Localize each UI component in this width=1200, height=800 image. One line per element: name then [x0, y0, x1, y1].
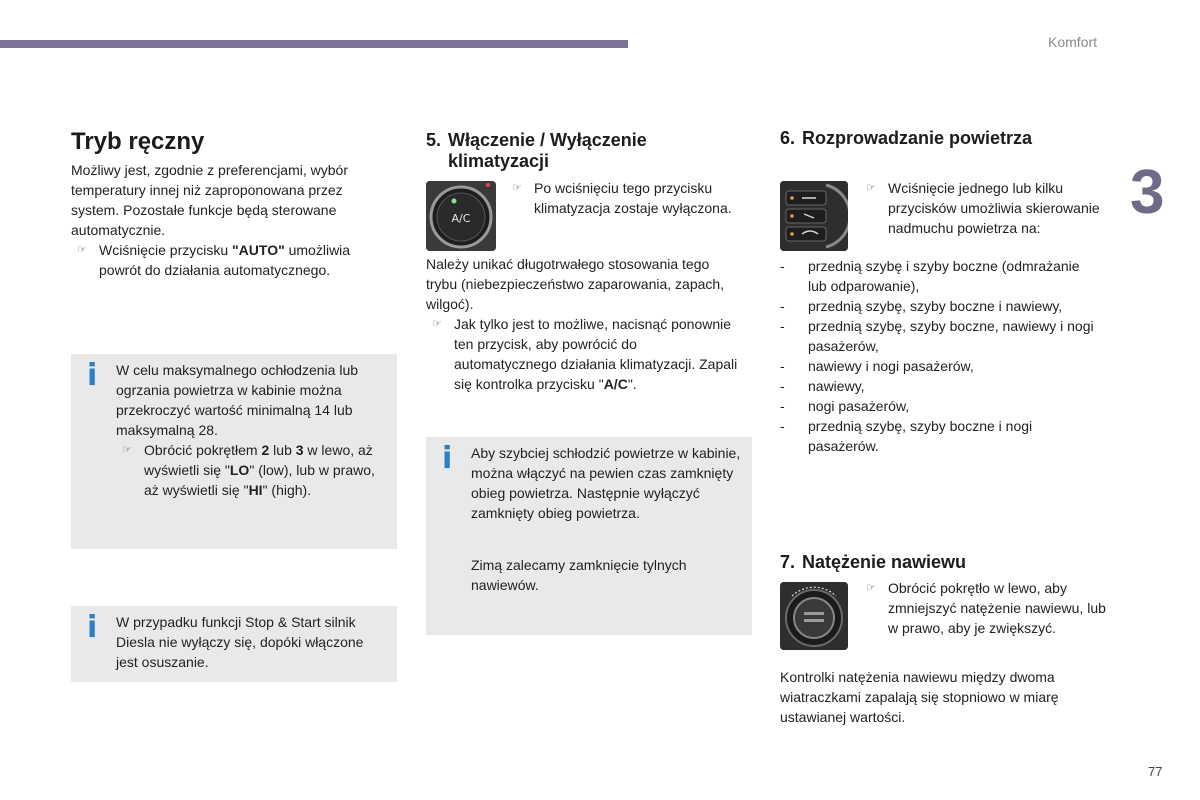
header-bar — [0, 40, 628, 48]
pointing-hand-icon: ☞ — [432, 318, 442, 330]
column-manual-mode — [71, 128, 391, 280]
list-item: - nogi pasażerów, — [780, 398, 910, 414]
pointing-hand-icon: ☞ — [866, 182, 876, 194]
pointing-hand-icon: ☞ — [866, 582, 876, 594]
fan-speed-bullet: ☞ Obrócić pokrętło w lewo, aby zmniejszyć natężenie nawiewu, lub w prawo, aby je zwiększyć. — [866, 580, 1106, 636]
info-box-recirculation: i Aby szybciej schłodzić powietrze w kabinie, można włączyć na pewien czas zamknięty obieg powietrza. Następnie wyłączyć zamknięty obieg powietrza. Zimą zalecamy zamknięcie tylnych nawiewów. — [426, 437, 752, 635]
ac-bullet-off: ☞ Po wciśnięciu tego przycisku klimatyzacja zostaje wyłączona. — [512, 180, 732, 216]
list-item: - przednią szybę, szyby boczne, nawiewy i nogi pasażerów, — [780, 318, 1094, 354]
heading-air-distribution: 6. Rozprowadzanie powietrza — [780, 128, 1033, 148]
air-distribution-bullet: ☞ Wciśnięcie jednego lub kilku przycisków umożliwia skierowanie nadmuchu powietrza na: — [866, 180, 1100, 236]
air-distribution-photo — [780, 181, 848, 251]
fan-dial-photo — [780, 582, 848, 650]
pointing-hand-icon: ☞ — [512, 182, 522, 194]
info-icon: i — [87, 610, 98, 645]
heading-manual-mode: Tryb ręczny — [71, 128, 205, 155]
heading-fan-speed: 7. Natężenie nawiewu — [780, 552, 967, 572]
pointing-hand-icon: ☞ — [77, 244, 87, 256]
bullet-auto: ☞ Wciśnięcie przycisku "AUTO" umożliwia powrót do działania automatycznego. — [77, 242, 351, 278]
list-item: - przednią szybę i szyby boczne (odmrażanie lub odparowanie), — [780, 258, 1080, 294]
page-number: 77 — [1148, 764, 1163, 779]
info-icon: i — [442, 441, 453, 476]
info-box-stop-start: i W przypadku funkcji Stop & Start silnik Diesla nie wyłączy się, dopóki włączone jest osuszanie. — [71, 606, 397, 682]
bullet-temperature-dial: ☞ Obrócić pokrętłem 2 lub 3 w lewo, aż wyświetli się "LO" (low), lub w prawo, aż wyświetli się "HI" (high). — [122, 442, 375, 498]
ac-label: A/C — [451, 212, 471, 225]
heading-fan-speed-wrap — [780, 552, 1110, 573]
list-item: - nawiewy, — [780, 378, 865, 394]
manual-mode-intro: Możliwy jest, zgodnie z preferencjami, wybór temperatury innej niż zaproponowana przez system. Pozostałe funkcje będą sterowane automatycznie. — [71, 162, 348, 238]
info-box-temperature: i W celu maksymalnego ochłodzenia lub ogrzania powietrza w kabinie można przekroczyć wartość minimalną 14 lub maksymalną 28. ☞ Obrócić pokrętłem 2 lub 3 w lewo, aż wyświetli się "LO" (low), lub w prawo, aż wyświetli się "HI" (high). — [71, 354, 397, 549]
column-air-distribution — [780, 128, 1110, 149]
air-distribution-list — [780, 256, 1100, 456]
column-ac — [426, 130, 746, 172]
chapter-number: 3 — [1130, 158, 1165, 227]
list-item: - nawiewy i nogi pasażerów, — [780, 358, 974, 374]
info-icon: i — [87, 358, 98, 393]
pointing-hand-icon: ☞ — [122, 444, 132, 456]
ac-button-photo — [426, 181, 496, 251]
ac-text: Należy unikać długotrwałego stosowania tego trybu (niebezpieczeństwo zaparowania, zapach, wilgoć). ☞ Jak tylko jest to możliwe, nacisnąć ponownie ten przycisk, aby powrócić do automatycznego działania klimatyzacji. Zapali się kontrolka przycisku "A/C". — [426, 254, 741, 394]
fan-speed-text: Kontrolki natężenia nawiewu między dwoma wiatraczkami zapalają się stopniowo w miarę ustawianej wartości. — [780, 669, 1059, 725]
bullet-ac-on: ☞ Jak tylko jest to możliwe, nacisnąć ponownie ten przycisk, aby powrócić do automatycznego działania klimatyzacji. Zapali się kontrolka przycisku "A/C". — [432, 316, 738, 392]
section-title: Komfort — [1048, 34, 1098, 50]
list-item: - przednią szybę, szyby boczne i nawiewy, — [780, 298, 1063, 314]
heading-ac: 5. Włączenie / Wyłączenie klimatyzacji — [426, 130, 647, 171]
list-item: - przednią szybę, szyby boczne i nogi pasażerów. — [780, 418, 1033, 454]
